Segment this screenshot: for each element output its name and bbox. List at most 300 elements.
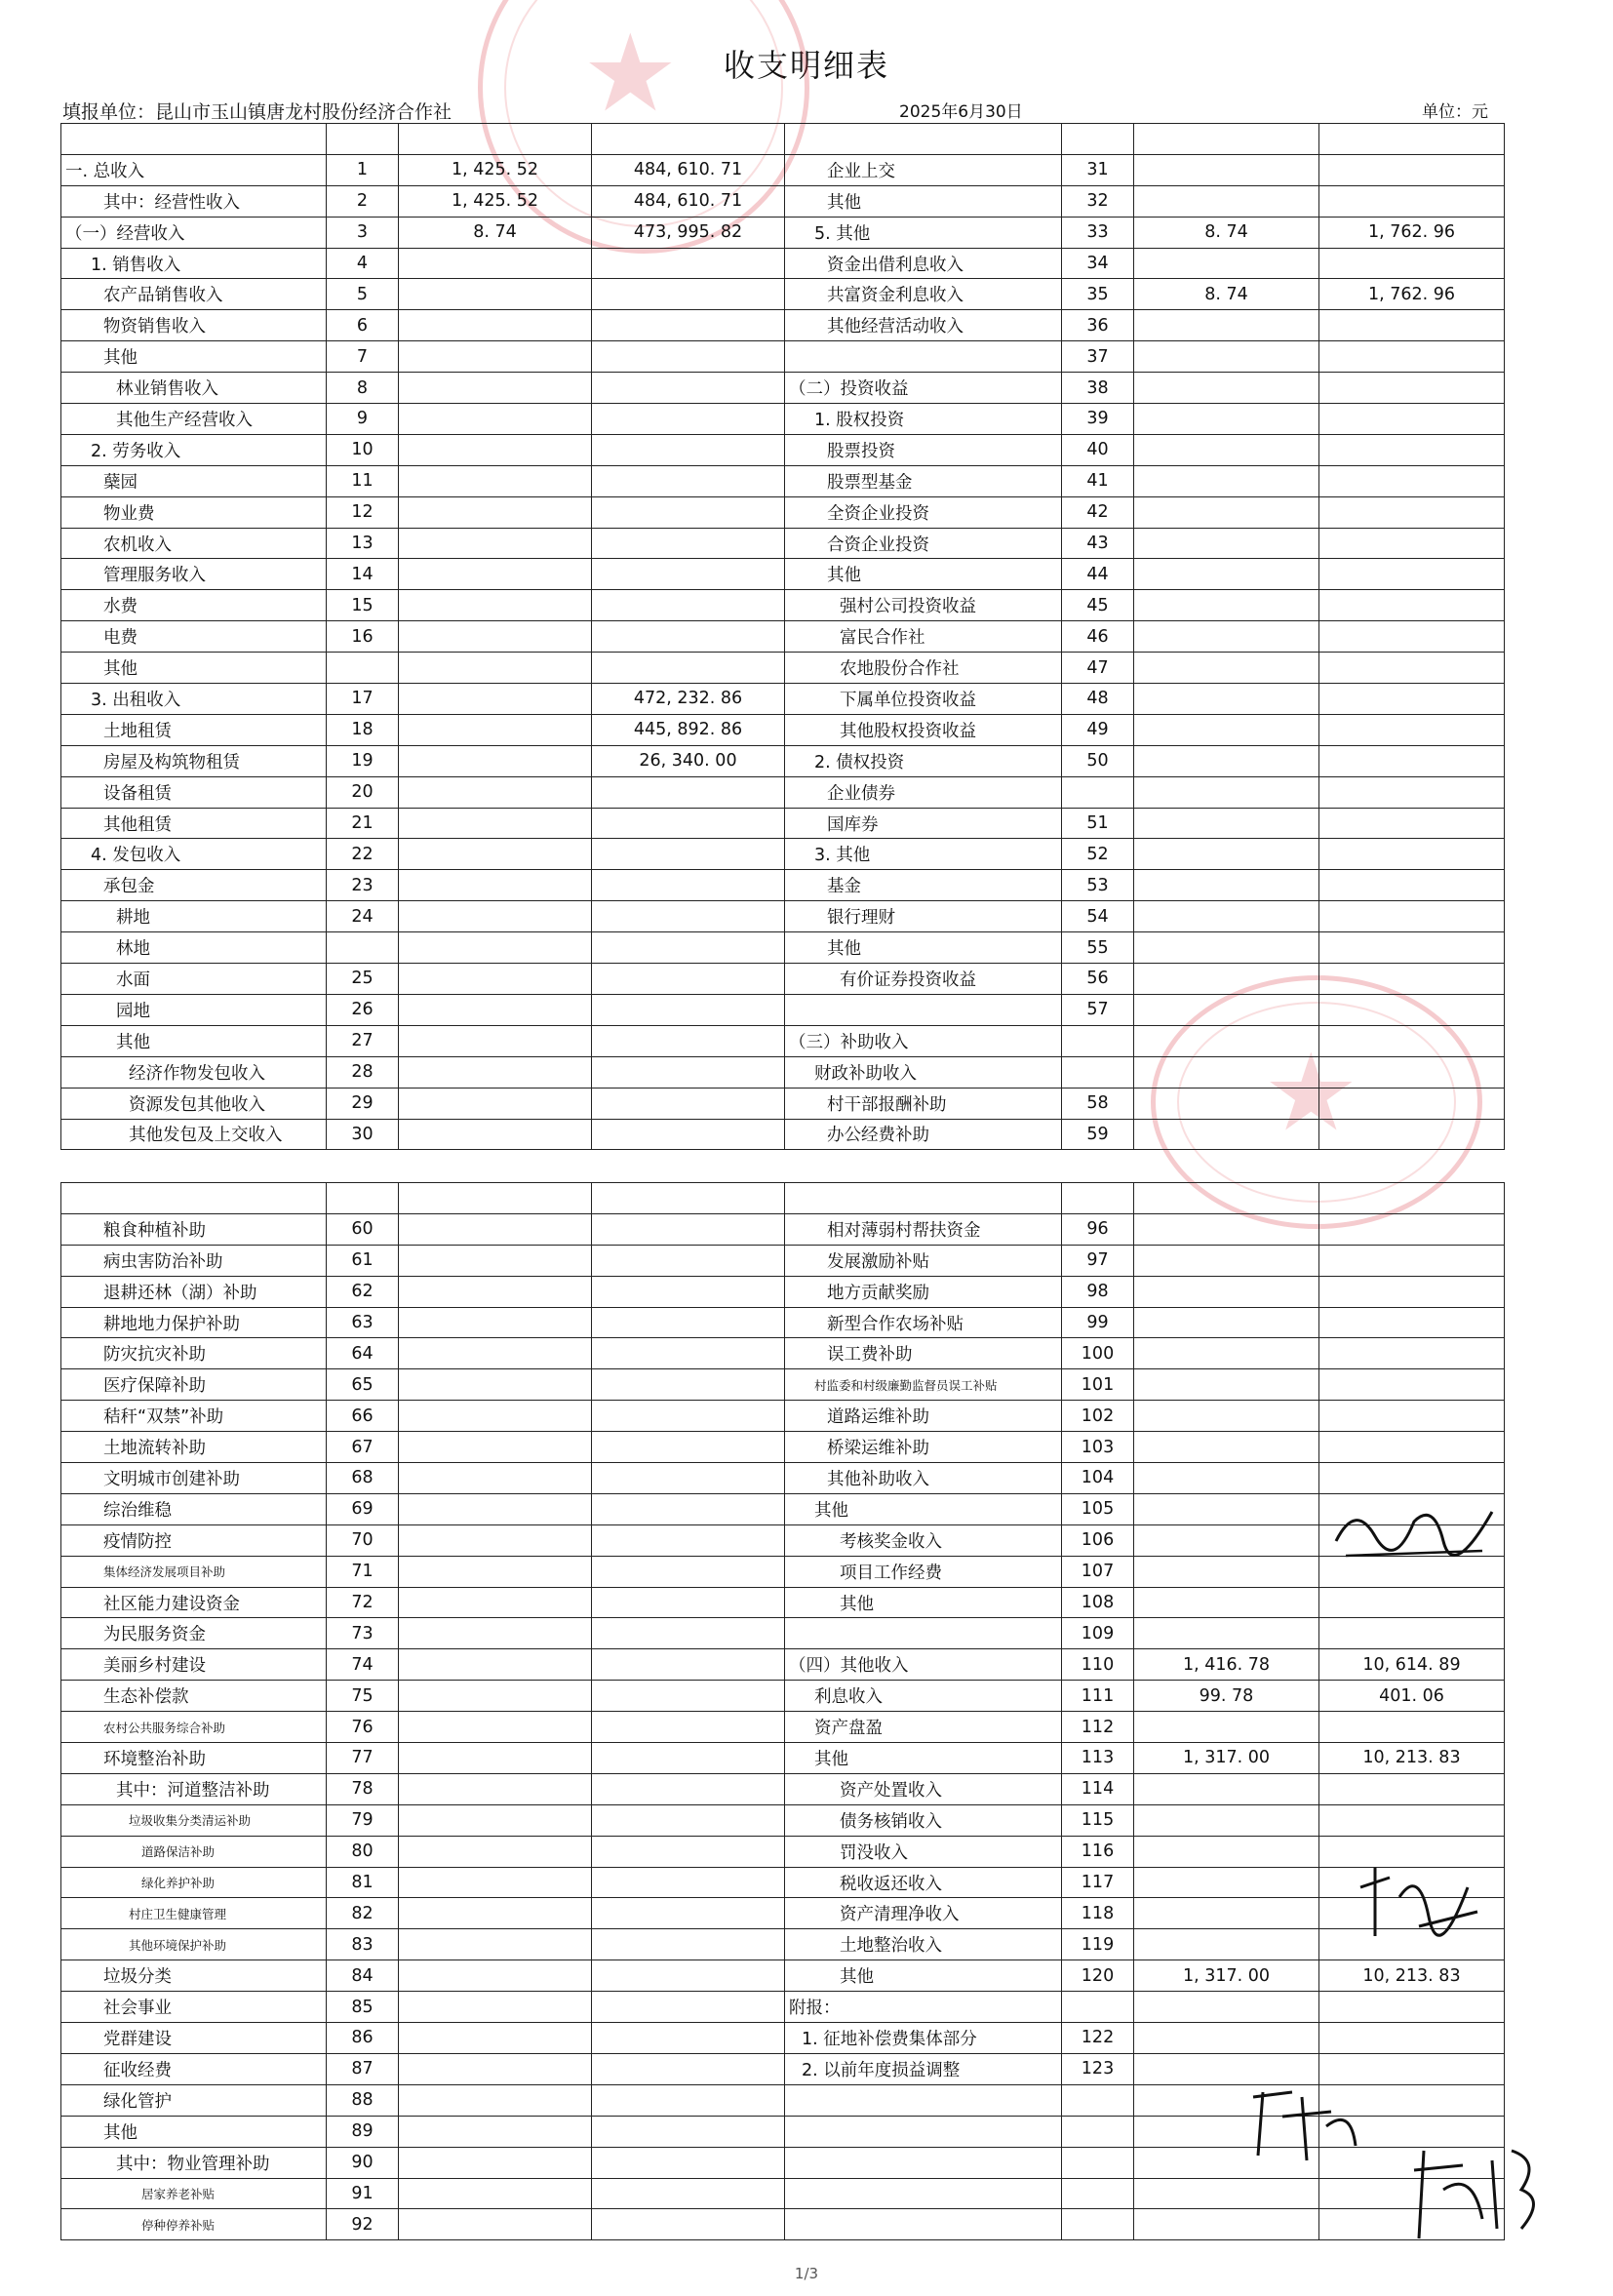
ytd-amount [592,341,785,373]
current-amount [399,776,592,808]
current-amount [1134,310,1319,341]
ytd-amount [592,373,785,404]
table-row [61,1649,1505,1681]
ytd-amount [1319,1369,1505,1401]
item-seq: 104 [1062,1463,1134,1494]
item-seq: 1 [327,154,399,185]
item-seq [1062,776,1134,808]
item-seq [1062,1025,1134,1056]
current-amount [1134,964,1319,995]
item-seq: 61 [327,1245,399,1276]
ytd-amount [1319,1119,1505,1150]
current-amount [1134,870,1319,901]
column-header [327,124,399,155]
item-label: （三）补助收入 [785,1025,1062,1056]
current-amount [399,2023,592,2054]
item-seq: 98 [1062,1276,1134,1307]
item-label: 其他 [785,185,1062,217]
ytd-amount [1319,1025,1505,1056]
ytd-amount [592,994,785,1025]
item-seq: 14 [327,559,399,590]
ytd-amount [592,1307,785,1338]
ytd-amount [592,1587,785,1618]
current-amount [399,1618,592,1649]
table-row [61,1493,1505,1524]
current-amount [1134,434,1319,465]
page-title: 收支明细表 [723,47,889,84]
item-label: 农机收入 [61,528,327,559]
item-seq: 82 [327,1898,399,1929]
item-label: 其他 [61,2116,327,2147]
page-number: 1/3 [794,2265,819,2282]
item-label: 管理服务收入 [61,559,327,590]
item-seq: 17 [327,684,399,715]
ytd-amount [592,1524,785,1556]
item-label: 耕地地力保护补助 [61,1307,327,1338]
table-row [61,310,1505,341]
ytd-amount [592,1743,785,1774]
current-amount [1134,559,1319,590]
table-row [61,1276,1505,1307]
current-amount [1134,1804,1319,1836]
current-amount [1134,1338,1319,1369]
current-amount [399,714,592,745]
item-label: 美丽乡村建设 [61,1649,327,1681]
ytd-amount: 10, 213. 83 [1319,1743,1505,1774]
ytd-amount [1319,404,1505,435]
ytd-amount [592,2147,785,2178]
item-label: 2. 劳务收入 [61,434,327,465]
item-label: 其他经营活动收入 [785,310,1062,341]
item-label: 社区能力建设资金 [61,1587,327,1618]
current-amount [1134,1119,1319,1150]
current-amount [399,496,592,528]
item-label: 1. 股权投资 [785,404,1062,435]
item-label: 征收经费 [61,2053,327,2084]
item-label [785,2116,1062,2147]
current-amount [399,279,592,310]
ytd-amount [592,1773,785,1804]
item-label: 房屋及构筑物租赁 [61,745,327,776]
table-row [61,839,1505,870]
current-amount [399,248,592,279]
table-row [61,434,1505,465]
item-seq: 64 [327,1338,399,1369]
ytd-amount [592,2178,785,2209]
table-row [61,559,1505,590]
current-amount [399,1524,592,1556]
ytd-amount [1319,1056,1505,1088]
ytd-amount [1319,1618,1505,1649]
table-row [61,1556,1505,1587]
current-amount [399,684,592,715]
current-amount [1134,1056,1319,1088]
item-seq: 28 [327,1056,399,1088]
current-amount [1134,2209,1319,2240]
current-amount [399,1119,592,1150]
ytd-amount: 473, 995. 82 [592,217,785,248]
current-amount: 1, 317. 00 [1134,1743,1319,1774]
ytd-amount: 10, 614. 89 [1319,1649,1505,1681]
table-row [61,1836,1505,1867]
column-header [327,1183,399,1214]
current-amount [399,621,592,653]
ytd-amount [592,776,785,808]
current-amount [399,745,592,776]
ytd-amount [1319,808,1505,839]
item-seq: 88 [327,2084,399,2116]
ytd-amount [592,279,785,310]
ytd-amount [1319,1401,1505,1432]
ytd-amount [592,1649,785,1681]
ytd-amount [592,1401,785,1432]
item-seq: 118 [1062,1898,1134,1929]
item-seq: 65 [327,1369,399,1401]
item-label: 股票投资 [785,434,1062,465]
item-seq: 33 [1062,217,1134,248]
item-seq: 10 [327,434,399,465]
ytd-amount [1319,341,1505,373]
item-seq: 45 [1062,590,1134,621]
item-label: 蘖园 [61,465,327,496]
item-seq: 49 [1062,714,1134,745]
table-row [61,1401,1505,1432]
current-amount [1134,1213,1319,1245]
item-label: 农地股份合作社 [785,653,1062,684]
item-label: 1. 征地补偿费集体部分 [785,2023,1062,2054]
item-seq: 34 [1062,248,1134,279]
item-label: 2. 债权投资 [785,745,1062,776]
item-label: 其他发包及上交收入 [61,1119,327,1150]
current-amount [399,1245,592,1276]
current-amount [399,1649,592,1681]
item-label: 股票型基金 [785,465,1062,496]
current-amount [1134,185,1319,217]
item-label: 桥梁运维补助 [785,1432,1062,1463]
current-amount [1134,1463,1319,1494]
ytd-amount [592,496,785,528]
current-amount [399,1743,592,1774]
table-row [61,1088,1505,1119]
item-label: 企业上交 [785,154,1062,185]
ytd-amount [592,1618,785,1649]
item-seq [1062,2178,1134,2209]
ytd-amount [1319,1773,1505,1804]
ytd-amount [592,808,785,839]
currency-unit: 单位：元 [1422,102,1488,122]
current-amount [1134,1432,1319,1463]
column-header [1134,1183,1319,1214]
ytd-amount [1319,465,1505,496]
current-amount [399,1338,592,1369]
current-amount [399,1088,592,1119]
table-row [61,964,1505,995]
table-row [61,590,1505,621]
current-amount: 8. 74 [1134,217,1319,248]
item-label: 强村公司投资收益 [785,590,1062,621]
item-label: 农村公共服务综合补助 [61,1712,327,1743]
item-seq: 114 [1062,1773,1134,1804]
table-row [61,1463,1505,1494]
current-amount [399,373,592,404]
item-seq: 44 [1062,559,1134,590]
item-label: 有价证券投资收益 [785,964,1062,995]
ytd-amount [592,1276,785,1307]
item-seq: 18 [327,714,399,745]
current-amount [1134,1587,1319,1618]
ytd-amount [592,1898,785,1929]
item-seq: 23 [327,870,399,901]
item-seq: 16 [327,621,399,653]
item-label: 物资销售收入 [61,310,327,341]
item-label: 党群建设 [61,2023,327,2054]
ytd-amount [592,590,785,621]
item-label: 秸秆“双禁”补助 [61,1401,327,1432]
item-label: 其中：物业管理补助 [61,2147,327,2178]
item-seq: 119 [1062,1929,1134,1960]
table-row [61,932,1505,964]
current-amount [399,1213,592,1245]
ytd-amount [592,1804,785,1836]
current-amount [1134,341,1319,373]
item-seq: 68 [327,1463,399,1494]
item-seq: 78 [327,1773,399,1804]
item-label [785,2084,1062,2116]
item-label [785,341,1062,373]
current-amount [1134,1898,1319,1929]
item-label: 村干部报酬补助 [785,1088,1062,1119]
ytd-amount [1319,1276,1505,1307]
current-amount [399,310,592,341]
current-amount [399,1712,592,1743]
item-label: 文明城市创建补助 [61,1463,327,1494]
current-amount [399,1867,592,1898]
item-seq: 4 [327,248,399,279]
item-seq: 123 [1062,2053,1134,2084]
table-row [61,621,1505,653]
table-row [61,653,1505,684]
item-seq: 91 [327,2178,399,2209]
item-label: 误工费补助 [785,1338,1062,1369]
item-label: （二）投资收益 [785,373,1062,404]
official-seal: ★ [478,0,809,254]
current-amount [1134,932,1319,964]
item-seq: 32 [1062,185,1134,217]
item-seq: 25 [327,964,399,995]
item-label: 其他 [785,1960,1062,1992]
ytd-amount [1319,745,1505,776]
ytd-amount [592,1213,785,1245]
current-amount [1134,1867,1319,1898]
item-label: 其他环境保护补助 [61,1929,327,1960]
item-label: 病虫害防治补助 [61,1245,327,1276]
handwritten-signature [1326,1483,1502,1570]
item-seq: 87 [327,2053,399,2084]
current-amount [1134,684,1319,715]
item-label: 一. 总收入 [61,154,327,185]
item-seq: 99 [1062,1307,1134,1338]
column-header [61,124,327,155]
item-label: 资产处置收入 [785,1773,1062,1804]
current-amount [399,808,592,839]
column-header [785,124,1062,155]
item-label: 3. 其他 [785,839,1062,870]
item-seq: 40 [1062,434,1134,465]
column-header [1319,124,1505,155]
ytd-amount [1319,964,1505,995]
column-header [1134,124,1319,155]
item-seq: 15 [327,590,399,621]
item-label: 综治维稳 [61,1493,327,1524]
item-seq: 122 [1062,2023,1134,2054]
ytd-amount [1319,1245,1505,1276]
report-date: 2025年6月30日 [899,102,1023,122]
ytd-amount [592,1960,785,1992]
current-amount [399,1836,592,1867]
item-label: 道路运维补助 [785,1401,1062,1432]
item-seq: 69 [327,1493,399,1524]
item-seq: 42 [1062,496,1134,528]
table-row [61,154,1505,185]
current-amount [399,341,592,373]
table-row [61,684,1505,715]
column-header [399,1183,592,1214]
ytd-amount: 472, 232. 86 [592,684,785,715]
ytd-amount [592,1867,785,1898]
item-label: 绿化养护补助 [61,1867,327,1898]
item-seq: 107 [1062,1556,1134,1587]
item-label: 利息收入 [785,1681,1062,1712]
item-label: 2. 以前年度损益调整 [785,2053,1062,2084]
item-seq: 39 [1062,404,1134,435]
table-row [61,404,1505,435]
table-row [61,465,1505,496]
table-row [61,248,1505,279]
item-seq: 21 [327,808,399,839]
table-row [61,714,1505,745]
current-amount: 8. 74 [399,217,592,248]
ytd-amount [592,434,785,465]
ytd-amount [592,932,785,964]
table-row [61,1960,1505,1992]
current-amount [399,839,592,870]
item-seq: 46 [1062,621,1134,653]
item-seq: 6 [327,310,399,341]
item-label: 其他 [61,341,327,373]
item-label: 土地整治收入 [785,1929,1062,1960]
ytd-amount [1319,684,1505,715]
ytd-amount [592,1088,785,1119]
current-amount [399,465,592,496]
item-seq: 20 [327,776,399,808]
item-label: 疫情防控 [61,1524,327,1556]
table-row [61,745,1505,776]
current-amount [1134,1524,1319,1556]
ytd-amount: 445, 892. 86 [592,714,785,745]
item-label: 考核奖金收入 [785,1524,1062,1556]
item-label: 为民服务资金 [61,1618,327,1649]
item-seq: 26 [327,994,399,1025]
current-amount: 1, 425. 52 [399,185,592,217]
column-header [399,124,592,155]
current-amount [399,1960,592,1992]
ytd-amount [592,1119,785,1150]
ytd-amount [1319,590,1505,621]
item-seq: 51 [1062,808,1134,839]
handwritten-signature [1351,1858,1487,1946]
current-amount [1134,248,1319,279]
current-amount [1134,1369,1319,1401]
current-amount [399,994,592,1025]
ytd-amount [592,1681,785,1712]
item-seq [327,932,399,964]
item-label [785,2178,1062,2209]
current-amount [1134,373,1319,404]
column-header [592,124,785,155]
ytd-amount [592,2023,785,2054]
table-row [61,1929,1505,1960]
table-row [61,994,1505,1025]
item-label: 其他 [785,1493,1062,1524]
column-header [61,1183,327,1214]
table-row [61,373,1505,404]
item-seq: 72 [327,1587,399,1618]
item-label: 国库券 [785,808,1062,839]
ytd-amount [592,1556,785,1587]
current-amount [399,2209,592,2240]
item-seq: 97 [1062,1245,1134,1276]
ytd-amount [1319,185,1505,217]
current-amount [1134,1401,1319,1432]
item-label: 附报： [785,1992,1062,2023]
current-amount [1134,2178,1319,2209]
current-amount [1134,994,1319,1025]
item-seq: 113 [1062,1743,1134,1774]
item-label [785,2209,1062,2240]
current-amount [399,404,592,435]
current-amount [399,1804,592,1836]
item-label: （一）经营收入 [61,217,327,248]
table-row [61,1867,1505,1898]
item-label: 环境整治补助 [61,1743,327,1774]
item-label: 资金出借利息收入 [785,248,1062,279]
item-seq: 24 [327,901,399,932]
item-label: 垃圾收集分类清运补助 [61,1804,327,1836]
item-label: 1. 销售收入 [61,248,327,279]
current-amount [1134,1929,1319,1960]
ytd-amount [592,528,785,559]
item-seq: 66 [327,1401,399,1432]
item-label: 林地 [61,932,327,964]
item-seq: 73 [327,1618,399,1649]
item-label: 3. 出租收入 [61,684,327,715]
ytd-amount [1319,1712,1505,1743]
current-amount [1134,1836,1319,1867]
table-row [61,1245,1505,1276]
ytd-amount [592,839,785,870]
table-row [61,1307,1505,1338]
item-seq: 59 [1062,1119,1134,1150]
item-label: 土地租赁 [61,714,327,745]
item-label: 税收返还收入 [785,1867,1062,1898]
current-amount [1134,590,1319,621]
current-amount [399,1929,592,1960]
table-header-row [61,124,1505,155]
current-amount [1134,1307,1319,1338]
item-label: 其他 [785,1743,1062,1774]
current-amount [399,2147,592,2178]
table-row [61,901,1505,932]
